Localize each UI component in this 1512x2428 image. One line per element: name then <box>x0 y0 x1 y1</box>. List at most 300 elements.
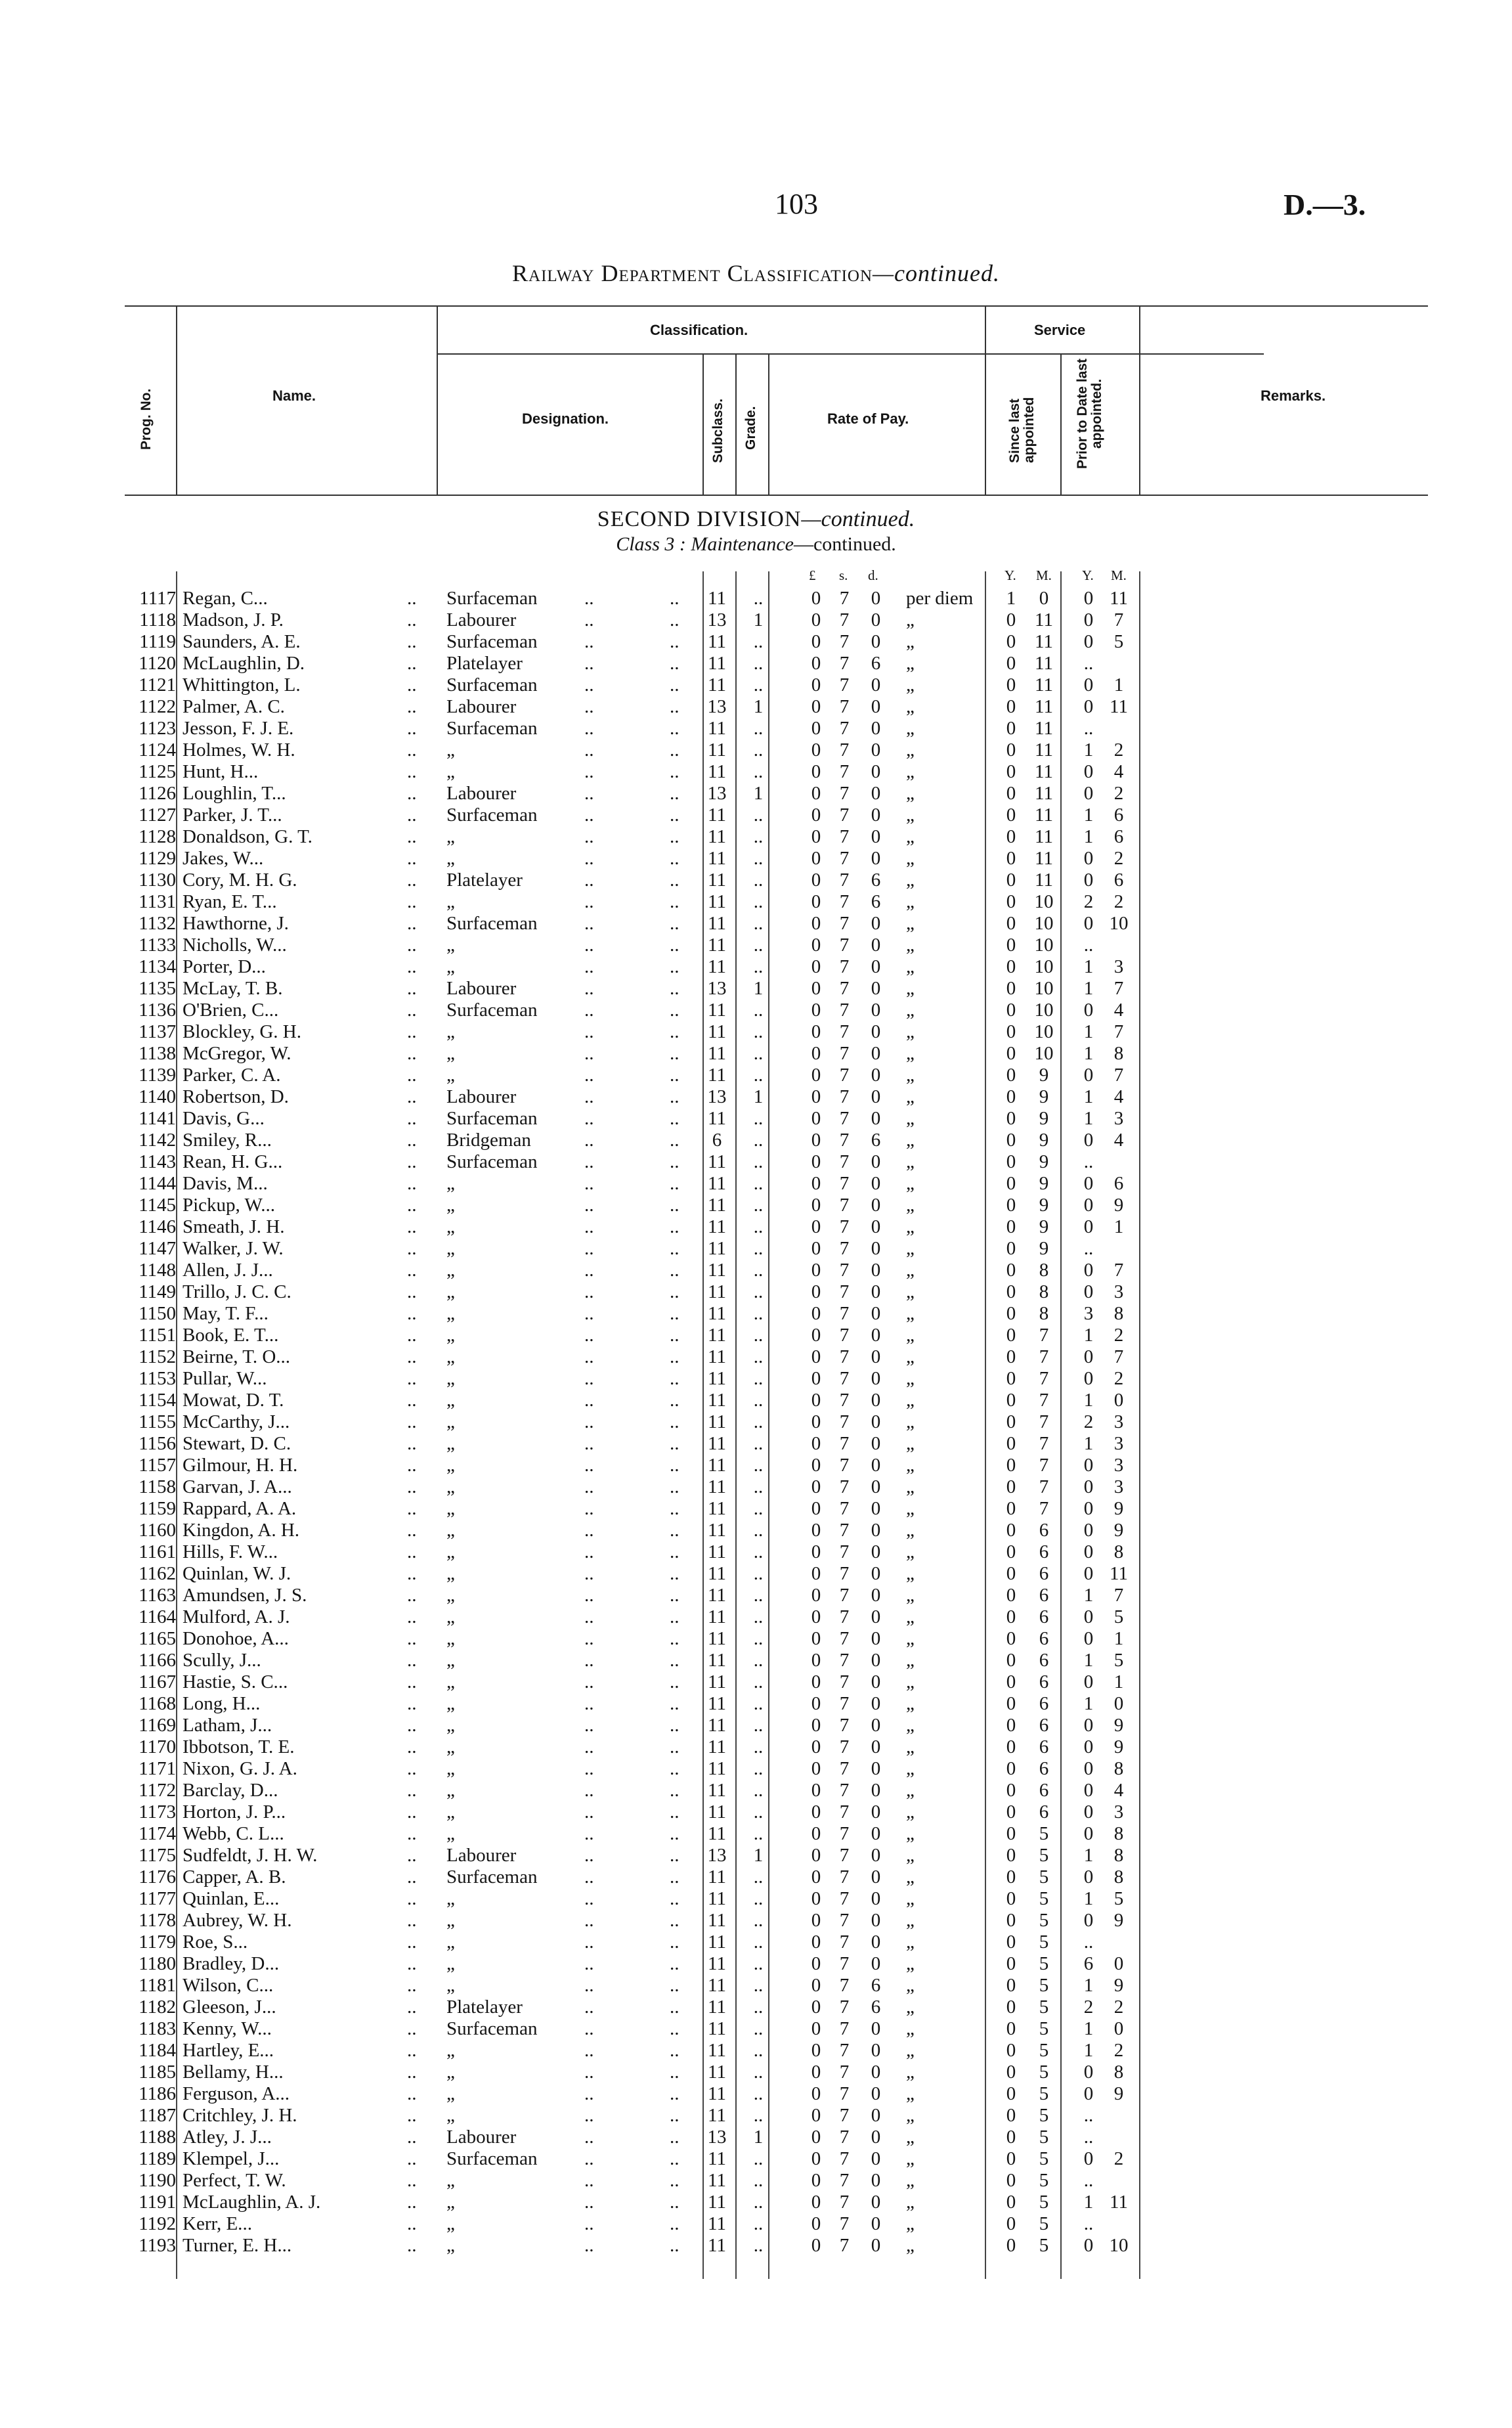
shillings-cell: 7 <box>839 1693 850 1714</box>
table-row <box>0 1303 1512 1325</box>
prog-no-cell: 1120 <box>139 653 176 674</box>
since-years-cell: 0 <box>1006 935 1016 956</box>
since-years-cell: 0 <box>1006 1411 1016 1432</box>
since-years-cell: 0 <box>1006 674 1016 695</box>
subclass-cell: 11 <box>708 1628 726 1649</box>
leader-dots: .. <box>407 848 417 869</box>
designation-cell: Labourer <box>446 1845 517 1866</box>
table-row <box>0 1931 1512 1953</box>
prior-years-cell: 2 <box>1083 891 1094 912</box>
shillings-cell: 7 <box>839 826 850 847</box>
prior-years-cell: 1 <box>1083 1845 1094 1866</box>
subclass-cell: 11 <box>708 1455 726 1476</box>
prog-no-cell: 1165 <box>139 1628 176 1649</box>
since-years-cell: 0 <box>1006 1541 1016 1562</box>
leader-dots: .. <box>670 1216 680 1237</box>
subclass-cell: 11 <box>708 1325 726 1346</box>
designation-cell: „ <box>446 1780 455 1801</box>
leader-dots: .. <box>670 1238 680 1259</box>
pay-period-cell: „ <box>906 2105 915 2126</box>
grade-cell: .. <box>753 2040 764 2061</box>
name-cell: O'Brien, C... <box>183 1000 279 1021</box>
leader-dots: .. <box>238 1931 248 1953</box>
table-row <box>0 2235 1512 2257</box>
subclass-cell: 11 <box>708 739 726 761</box>
pay-period-cell: „ <box>906 1173 915 1194</box>
name-cell: Critchley, J. H. <box>183 2105 297 2126</box>
leader-dots: .. <box>584 1000 594 1021</box>
grade-cell: .. <box>753 1346 764 1367</box>
prior-months-cell: 9 <box>1113 1736 1124 1757</box>
since-months-cell: 6 <box>1039 1671 1049 1692</box>
table-row <box>0 2040 1512 2062</box>
subclass-cell: 11 <box>708 2148 726 2169</box>
table-body <box>0 588 1512 2257</box>
pence-cell: 0 <box>871 2213 881 2234</box>
since-years-cell: 0 <box>1006 2148 1016 2169</box>
table-row <box>0 1780 1512 1801</box>
name-cell: Saunders, A. E. <box>183 631 301 652</box>
designation-cell: „ <box>446 1975 455 1996</box>
since-years-cell: 0 <box>1006 913 1016 934</box>
shillings-cell: 7 <box>839 2235 850 2256</box>
shillings-cell: 7 <box>839 609 850 630</box>
prior-months-cell: 4 <box>1113 1780 1124 1801</box>
since-months-cell: 11 <box>1035 870 1053 891</box>
shillings-cell: 7 <box>839 696 850 717</box>
since-years-cell: 0 <box>1006 1953 1016 1974</box>
prog-no-cell: 1144 <box>139 1173 176 1194</box>
prior-months-cell: 3 <box>1113 1476 1124 1497</box>
prior-months-cell: 7 <box>1113 609 1124 630</box>
table-row <box>0 1000 1512 1021</box>
leader-dots: .. <box>407 978 417 999</box>
shillings-cell: 7 <box>839 2018 850 2039</box>
pounds-cell: 0 <box>811 848 821 869</box>
designation-cell: Platelayer <box>446 1997 523 2018</box>
subclass-cell: 11 <box>708 1000 726 1021</box>
name-cell: Allen, J. J... <box>183 1260 273 1281</box>
pay-period-cell: „ <box>906 1780 915 1801</box>
leader-dots: .. <box>584 1281 594 1302</box>
pounds-cell: 0 <box>811 1866 821 1887</box>
leader-dots: .. <box>584 1997 594 2018</box>
name-cell: McCarthy, J... <box>183 1411 290 1432</box>
designation-cell: „ <box>446 1476 455 1497</box>
name-cell: Palmer, A. C. <box>183 696 285 717</box>
pounds-cell: 0 <box>811 891 821 912</box>
leader-dots: .. <box>670 1151 680 1172</box>
since-months-cell: 6 <box>1039 1650 1049 1671</box>
leader-dots: .. <box>584 2105 594 2126</box>
since-years-cell: 0 <box>1006 1801 1016 1822</box>
prog-no-cell: 1175 <box>139 1845 176 1866</box>
leader-dots: .. <box>407 696 417 717</box>
pence-cell: 0 <box>871 1238 881 1259</box>
name-cell: Barclay, D... <box>183 1780 278 1801</box>
leader-dots: .. <box>584 1455 594 1476</box>
name-cell: Klempel, J... <box>183 2148 280 2169</box>
leader-dots: .. <box>280 2083 290 2104</box>
name-cell: Webb, C. L... <box>183 1823 284 1844</box>
table-row <box>0 1866 1512 1888</box>
since-years-cell: 0 <box>1006 1910 1016 1931</box>
table-row <box>0 609 1512 631</box>
prog-no-cell: 1170 <box>139 1736 176 1757</box>
subclass-cell: 11 <box>708 1281 726 1302</box>
pay-period-cell: „ <box>906 1520 915 1541</box>
designation-cell: „ <box>446 2235 455 2256</box>
pence-cell: 0 <box>871 956 881 977</box>
grade-cell: .. <box>753 1216 764 1237</box>
pay-period-cell: „ <box>906 2148 915 2169</box>
name-cell: Porter, D... <box>183 956 266 977</box>
prog-no-cell: 1174 <box>139 1823 176 1844</box>
header-subclass: Subclass. <box>710 398 725 463</box>
subclass-cell: 11 <box>708 1520 726 1541</box>
prog-no-cell: 1169 <box>139 1715 176 1736</box>
pence-cell: 0 <box>871 1195 881 1216</box>
prog-no-cell: 1188 <box>139 2127 176 2148</box>
table-row <box>0 891 1512 913</box>
designation-cell: „ <box>446 1823 455 1844</box>
table-row <box>0 1541 1512 1563</box>
prior-years-cell: 1 <box>1083 826 1094 847</box>
designation-cell: „ <box>446 1736 455 1757</box>
name-cell: Wilson, C... <box>183 1975 274 1996</box>
pounds-cell: 0 <box>811 1433 821 1454</box>
leader-dots: .. <box>670 891 680 912</box>
leader-dots: .. <box>262 1130 272 1151</box>
subclass-cell: 11 <box>708 1498 726 1519</box>
designation-cell: Surfaceman <box>446 1000 538 1021</box>
grade-cell: .. <box>753 1975 764 1996</box>
pence-cell: 0 <box>871 1086 881 1107</box>
pounds-cell: 0 <box>811 870 821 891</box>
leader-dots: .. <box>584 1975 594 1996</box>
pence-cell: 0 <box>871 1000 881 1021</box>
pay-period-cell: „ <box>906 2062 915 2083</box>
pence-cell: 6 <box>871 870 881 891</box>
shillings-cell: 7 <box>839 1238 850 1259</box>
shillings-cell: 7 <box>839 1650 850 1671</box>
name-cell: Rappard, A. A. <box>183 1498 297 1519</box>
leader-dots: .. <box>670 1476 680 1497</box>
since-years-cell: 0 <box>1006 1520 1016 1541</box>
prior-years-cell: 0 <box>1083 1216 1094 1237</box>
since-months-cell: 8 <box>1039 1260 1049 1281</box>
since-months-cell: 7 <box>1039 1346 1049 1367</box>
leader-dots: .. <box>584 1325 594 1346</box>
leader-dots: .. <box>257 1368 267 1389</box>
shillings-cell: 7 <box>839 1780 850 1801</box>
table-row <box>0 1455 1512 1476</box>
shillings-cell: 7 <box>839 2105 850 2126</box>
units-row <box>0 567 1512 587</box>
prior-years-cell: 0 <box>1083 1368 1094 1389</box>
shillings-cell: 7 <box>839 1997 850 2018</box>
name-cell: Bradley, D... <box>183 1953 280 1974</box>
since-years-cell: 0 <box>1006 2018 1016 2039</box>
pounds-cell: 0 <box>811 1303 821 1324</box>
pounds-cell: 0 <box>811 696 821 717</box>
table-row <box>0 870 1512 891</box>
leader-dots: .. <box>274 1823 284 1844</box>
designation-cell: „ <box>446 1433 455 1454</box>
leader-dots: .. <box>407 1390 417 1411</box>
name-cell: Hawthorne, J. <box>183 913 289 934</box>
prior-years-cell: 1 <box>1083 739 1094 761</box>
leader-dots: .. <box>407 1303 417 1324</box>
subclass-cell: 11 <box>708 1368 726 1389</box>
pence-cell: 0 <box>871 761 881 782</box>
prog-no-cell: 1132 <box>139 913 176 934</box>
leader-dots: .. <box>407 1151 417 1172</box>
header-rate-of-pay: Rate of Pay. <box>827 410 909 427</box>
prior-months-cell: 8 <box>1113 1541 1124 1562</box>
pay-period-cell: „ <box>906 1888 915 1909</box>
leader-dots: .. <box>407 739 417 761</box>
pay-period-cell: „ <box>906 978 915 999</box>
leader-dots: .. <box>250 1693 261 1714</box>
class-name: Maintenance <box>691 533 794 555</box>
pounds-cell: 0 <box>811 1173 821 1194</box>
pounds-cell: 0 <box>811 1801 821 1822</box>
since-months-cell: 7 <box>1039 1390 1049 1411</box>
grade-cell: 1 <box>753 978 764 999</box>
pence-cell: 0 <box>871 1021 881 1042</box>
since-years-cell: 0 <box>1006 783 1016 804</box>
prog-no-cell: 1137 <box>139 1021 176 1042</box>
since-months-cell: 5 <box>1039 2040 1049 2061</box>
pay-period-cell: „ <box>906 1455 915 1476</box>
shillings-cell: 7 <box>839 761 850 782</box>
pounds-cell: 0 <box>811 609 821 630</box>
division-suffix: —continued. <box>801 507 915 531</box>
pounds-cell: 0 <box>811 1715 821 1736</box>
leader-dots: .. <box>584 2235 594 2256</box>
prog-no-cell: 1145 <box>139 1195 176 1216</box>
unit-months-prior: M. <box>1111 567 1127 583</box>
pence-cell: 0 <box>871 1845 881 1866</box>
grade-cell: .. <box>753 1238 764 1259</box>
leader-dots: .. <box>584 2127 594 2148</box>
leader-dots: .. <box>407 1281 417 1302</box>
since-months-cell: 5 <box>1039 2062 1049 2083</box>
prior-months-cell: 11 <box>1110 2192 1128 2213</box>
prior-years-cell: 0 <box>1083 848 1094 869</box>
subclass-cell: 11 <box>708 2018 726 2039</box>
grade-cell: .. <box>753 1368 764 1389</box>
since-months-cell: 6 <box>1039 1563 1049 1584</box>
grade-cell: .. <box>753 2148 764 2169</box>
subclass-cell: 11 <box>708 1390 726 1411</box>
leader-dots: .. <box>584 1476 594 1497</box>
since-years-cell: 0 <box>1006 1173 1016 1194</box>
leader-dots: .. <box>407 1736 417 1757</box>
prior-months-cell: 6 <box>1113 1173 1124 1194</box>
leader-dots: .. <box>670 2040 680 2061</box>
prior-months-cell: 0 <box>1113 1390 1124 1411</box>
leader-dots: .. <box>584 935 594 956</box>
leader-dots: .. <box>584 1021 594 1042</box>
subclass-cell: 13 <box>707 696 727 717</box>
table-row <box>0 1411 1512 1433</box>
shillings-cell: 7 <box>839 1346 850 1367</box>
page-number: 103 <box>775 188 818 220</box>
leader-dots: .. <box>670 1997 680 2018</box>
since-years-cell: 0 <box>1006 718 1016 739</box>
unit-pence: d. <box>868 567 878 583</box>
pence-cell: 0 <box>871 1476 881 1497</box>
designation-cell: Labourer <box>446 2127 517 2148</box>
subclass-cell: 11 <box>708 2040 726 2061</box>
since-months-cell: 5 <box>1039 2127 1049 2148</box>
pounds-cell: 0 <box>811 1541 821 1562</box>
pence-cell: 0 <box>871 1498 881 1519</box>
designation-cell: „ <box>446 2192 455 2213</box>
leader-dots: .. <box>407 935 417 956</box>
unit-pounds: £ <box>809 567 816 583</box>
table-row <box>0 653 1512 674</box>
pence-cell: 0 <box>871 1931 881 1953</box>
pounds-cell: 0 <box>811 1650 821 1671</box>
since-months-cell: 6 <box>1039 1585 1049 1606</box>
leader-dots: .. <box>276 1801 286 1822</box>
name-cell: Kenny, W... <box>183 2018 272 2039</box>
table-row <box>0 1216 1512 1238</box>
prog-no-cell: 1186 <box>139 2083 176 2104</box>
pay-period-cell: „ <box>906 1346 915 1367</box>
table-row <box>0 2192 1512 2213</box>
pence-cell: 0 <box>871 1693 881 1714</box>
shillings-cell: 7 <box>839 1216 850 1237</box>
leader-dots: .. <box>407 653 417 674</box>
prog-no-cell: 1193 <box>139 2235 176 2256</box>
pay-period-cell: „ <box>906 1065 915 1086</box>
leader-dots: .. <box>670 1585 680 1606</box>
subclass-cell: 11 <box>708 1910 726 1931</box>
pay-period-cell: „ <box>906 1975 915 1996</box>
prior-years-cell: 0 <box>1083 1671 1094 1692</box>
prior-years-cell: 1 <box>1083 1108 1094 1129</box>
pay-period-cell: „ <box>906 1910 915 1931</box>
leader-dots: .. <box>407 1975 417 1996</box>
pence-cell: 0 <box>871 826 881 847</box>
pay-period-cell: „ <box>906 2170 915 2191</box>
since-years-cell: 0 <box>1006 2105 1016 2126</box>
header-classification: Classification. <box>650 322 748 338</box>
leader-dots: .. <box>407 2148 417 2169</box>
shillings-cell: 7 <box>839 1325 850 1346</box>
since-years-cell: 0 <box>1006 1866 1016 1887</box>
pounds-cell: 0 <box>811 1997 821 2018</box>
leader-dots: .. <box>407 1671 417 1692</box>
shillings-cell: 7 <box>839 1953 850 1974</box>
name-cell: Whittington, L. <box>183 674 301 695</box>
unit-years-since: Y. <box>1004 567 1016 583</box>
prior-months-cell: 7 <box>1113 978 1124 999</box>
header-divider <box>1060 353 1062 496</box>
leader-dots: .. <box>670 1368 680 1389</box>
grade-cell: .. <box>753 1411 764 1432</box>
header-divider <box>437 305 438 496</box>
pounds-cell: 0 <box>811 1736 821 1757</box>
division-heading <box>0 507 1512 532</box>
table-row <box>0 1195 1512 1216</box>
prior-years-cell: 1 <box>1083 1433 1094 1454</box>
pounds-cell: 0 <box>811 805 821 826</box>
shillings-cell: 7 <box>839 588 850 609</box>
since-months-cell: 6 <box>1039 1801 1049 1822</box>
prior-years-cell: .. <box>1083 1151 1094 1172</box>
subclass-cell: 11 <box>708 588 726 609</box>
prior-years-cell: 0 <box>1083 1866 1094 1887</box>
prior-years-cell: .. <box>1083 2105 1094 2126</box>
pounds-cell: 0 <box>811 1238 821 1259</box>
prog-no-cell: 1143 <box>139 1151 176 1172</box>
since-years-cell: 0 <box>1006 956 1016 977</box>
leader-dots: .. <box>670 1455 680 1476</box>
pence-cell: 0 <box>871 913 881 934</box>
prior-years-cell: 1 <box>1083 1585 1094 1606</box>
since-years-cell: 0 <box>1006 696 1016 717</box>
prior-years-cell: 2 <box>1083 1997 1094 2018</box>
since-years-cell: 0 <box>1006 1476 1016 1497</box>
pence-cell: 0 <box>871 1455 881 1476</box>
subclass-cell: 11 <box>708 848 726 869</box>
name-cell: Smiley, R... <box>183 1130 272 1151</box>
subclass-cell: 11 <box>708 1238 726 1259</box>
leader-dots: .. <box>584 1238 594 1259</box>
leader-dots: .. <box>407 588 417 609</box>
pounds-cell: 0 <box>811 913 821 934</box>
shillings-cell: 7 <box>839 913 850 934</box>
leader-dots: .. <box>407 1866 417 1887</box>
subclass-cell: 11 <box>708 761 726 782</box>
prog-no-cell: 1166 <box>139 1650 176 1671</box>
table-row <box>0 1736 1512 1758</box>
leader-dots: .. <box>407 1065 417 1086</box>
pounds-cell: 0 <box>811 1628 821 1649</box>
leader-dots: .. <box>584 1585 594 1606</box>
since-years-cell: 0 <box>1006 1455 1016 1476</box>
pay-period-cell: „ <box>906 2040 915 2061</box>
pay-period-cell: „ <box>906 1693 915 1714</box>
shillings-cell: 7 <box>839 2192 850 2213</box>
since-months-cell: 8 <box>1039 1303 1049 1324</box>
division-name: SECOND DIVISION <box>597 507 802 531</box>
grade-cell: .. <box>753 1021 764 1042</box>
table-row <box>0 1801 1512 1823</box>
pence-cell: 0 <box>871 1953 881 1974</box>
prog-no-cell: 1164 <box>139 1606 176 1627</box>
designation-cell: „ <box>446 1801 455 1822</box>
designation-cell: „ <box>446 848 455 869</box>
prog-no-cell: 1171 <box>139 1758 176 1779</box>
pounds-cell: 0 <box>811 1411 821 1432</box>
leader-dots: .. <box>584 1780 594 1801</box>
grade-cell: .. <box>753 1455 764 1476</box>
prior-years-cell: 0 <box>1083 1910 1094 1931</box>
pence-cell: 0 <box>871 935 881 956</box>
pay-period-cell: „ <box>906 1650 915 1671</box>
designation-cell: Labourer <box>446 609 517 630</box>
prog-no-cell: 1184 <box>139 2040 176 2061</box>
grade-cell: .. <box>753 913 764 934</box>
table-row <box>0 1715 1512 1736</box>
pay-period-cell: „ <box>906 1563 915 1584</box>
